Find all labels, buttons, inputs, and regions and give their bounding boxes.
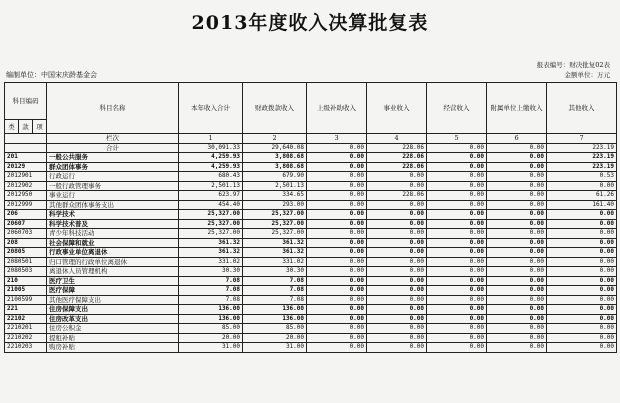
row-name: 住房保障支出	[47, 305, 179, 315]
row-value: 0.00	[367, 324, 427, 334]
row-value: 0.00	[367, 267, 427, 277]
row-value: 0.00	[547, 181, 617, 191]
row-value: 0.00	[307, 172, 367, 182]
row-value: 0.00	[547, 286, 617, 296]
row-value: 0.00	[427, 305, 487, 315]
row-name: 科学技术普及	[47, 219, 179, 229]
row-name: 群众团体事务	[47, 162, 179, 172]
row-value: 0.00	[487, 238, 547, 248]
row-value: 0.00	[427, 219, 487, 229]
col-num: 6	[487, 134, 547, 144]
total-cell: 0.00	[487, 143, 547, 153]
table-row	[5, 276, 617, 286]
row-value: 0.00	[547, 238, 617, 248]
row-value: 0.00	[427, 286, 487, 296]
row-value: 0.00	[367, 257, 427, 267]
row-value: 0.00	[487, 343, 547, 353]
total-cell: 29,640.08	[243, 143, 307, 153]
total-cell: 0.00	[307, 143, 367, 153]
row-name: 离退休人员管理机构	[47, 267, 179, 277]
row-value: 0.00	[307, 295, 367, 305]
row-value: 30.30	[179, 267, 243, 277]
row-value: 0.00	[547, 229, 617, 239]
row-value: 25,327.00	[179, 210, 243, 220]
row-name: 一般公共服务	[47, 153, 179, 163]
row-value: 223.19	[547, 162, 617, 172]
row-value: 0.00	[367, 238, 427, 248]
row-value: 0.00	[547, 276, 617, 286]
row-value: 0.00	[307, 219, 367, 229]
header-business: 事业收入	[367, 83, 427, 134]
row-value: 25,327.00	[179, 219, 243, 229]
table-row	[5, 181, 617, 191]
table-row	[5, 286, 617, 296]
row-value: 0.00	[427, 333, 487, 343]
row-code: 221	[5, 305, 47, 315]
row-value: 0.00	[487, 181, 547, 191]
row-value: 679.90	[243, 172, 307, 182]
row-value: 331.02	[179, 257, 243, 267]
row-value: 31.00	[179, 343, 243, 353]
row-value: 0.00	[427, 324, 487, 334]
table-row	[5, 153, 617, 163]
table-row	[5, 191, 617, 201]
row-value: 361.32	[179, 238, 243, 248]
row-value: 7.08	[179, 295, 243, 305]
total-label: 合计	[47, 143, 179, 153]
row-value: 0.00	[427, 210, 487, 220]
currency-unit: 金额单位：万元	[564, 71, 610, 79]
row-value: 0.00	[547, 219, 617, 229]
row-value: 0.00	[547, 324, 617, 334]
row-value: 0.00	[427, 229, 487, 239]
row-code: 210	[5, 276, 47, 286]
row-value: 334.65	[243, 191, 307, 201]
row-value: 0.00	[427, 200, 487, 210]
row-value: 31.00	[243, 343, 307, 353]
report-meta	[537, 60, 610, 80]
row-name: 其他医疗保障支出	[47, 295, 179, 305]
row-value: 0.00	[427, 162, 487, 172]
header-other: 其他收入	[547, 83, 617, 134]
row-value: 228.06	[367, 162, 427, 172]
table-row	[5, 172, 617, 182]
table-row	[5, 324, 617, 334]
row-value: 0.00	[547, 305, 617, 315]
row-value: 0.00	[307, 153, 367, 163]
row-value: 0.00	[307, 276, 367, 286]
row-value: 0.00	[547, 248, 617, 258]
row-value: 0.00	[547, 295, 617, 305]
total-cell: 223.19	[547, 143, 617, 153]
row-value: 0.00	[427, 248, 487, 258]
total-cell: 228.06	[367, 143, 427, 153]
table-row	[5, 314, 617, 324]
row-value: 0.00	[487, 248, 547, 258]
row-code: 201	[5, 153, 47, 163]
row-value: 0.00	[307, 305, 367, 315]
row-value: 680.43	[179, 172, 243, 182]
table-row	[5, 210, 617, 220]
row-value: 223.19	[547, 153, 617, 163]
row-value: 136.00	[243, 305, 307, 315]
row-value: 136.00	[243, 314, 307, 324]
row-value: 0.00	[307, 191, 367, 201]
row-value: 0.00	[307, 200, 367, 210]
col-num: 4	[367, 134, 427, 144]
row-value: 0.00	[367, 172, 427, 182]
row-value: 0.00	[307, 314, 367, 324]
row-value: 0.00	[367, 333, 427, 343]
row-value: 0.00	[487, 229, 547, 239]
row-value: 0.00	[487, 200, 547, 210]
row-value: 0.00	[487, 191, 547, 201]
row-value: 161.40	[547, 200, 617, 210]
row-code: 2012950	[5, 191, 47, 201]
row-value: 0.00	[367, 200, 427, 210]
row-value: 0.00	[427, 276, 487, 286]
row-code: 20805	[5, 248, 47, 258]
row-value: 20.00	[243, 333, 307, 343]
row-value: 0.00	[487, 172, 547, 182]
row-code: 21005	[5, 286, 47, 296]
row-code: 2012901	[5, 172, 47, 182]
row-name: 医疗保障	[47, 286, 179, 296]
header-superior: 上级补助收入	[307, 83, 367, 134]
row-value: 7.08	[243, 276, 307, 286]
row-value: 7.08	[179, 276, 243, 286]
table-row	[5, 305, 617, 315]
row-value: 2,501.13	[179, 181, 243, 191]
row-value: 0.00	[427, 343, 487, 353]
row-value: 0.00	[367, 286, 427, 296]
row-name: 青少年科技活动	[47, 229, 179, 239]
row-value: 0.00	[487, 314, 547, 324]
row-value: 361.32	[243, 248, 307, 258]
row-value: 0.00	[487, 305, 547, 315]
row-value: 0.00	[427, 267, 487, 277]
row-code: 206	[5, 210, 47, 220]
row-name: 归口管理的行政单位离退休	[47, 257, 179, 267]
revenue-table	[4, 82, 617, 353]
row-value: 85.00	[179, 324, 243, 334]
row-value: 0.00	[307, 343, 367, 353]
row-value: 0.00	[307, 257, 367, 267]
row-value: 0.00	[487, 295, 547, 305]
row-value: 0.00	[307, 286, 367, 296]
row-value: 0.00	[367, 343, 427, 353]
header-operating: 经营收入	[427, 83, 487, 134]
row-code: 208	[5, 238, 47, 248]
row-code: 2210202	[5, 333, 47, 343]
col-num: 7	[547, 134, 617, 144]
total-row	[5, 143, 617, 153]
table-row	[5, 295, 617, 305]
row-value: 136.00	[179, 305, 243, 315]
row-value: 7.08	[243, 286, 307, 296]
row-value: 20.00	[179, 333, 243, 343]
form-number: 报表编号：财决批复02表	[536, 61, 610, 69]
row-value: 0.00	[367, 219, 427, 229]
row-label: 栏次	[47, 134, 179, 144]
row-value: 7.08	[243, 295, 307, 305]
row-value: 361.32	[179, 248, 243, 258]
row-code: 2080503	[5, 267, 47, 277]
table-row	[5, 229, 617, 239]
row-value: 0.00	[307, 324, 367, 334]
row-value: 0.00	[487, 276, 547, 286]
row-value: 0.00	[547, 257, 617, 267]
row-value: 228.06	[367, 153, 427, 163]
row-code: 20129	[5, 162, 47, 172]
row-value: 0.00	[427, 153, 487, 163]
row-value: 0.00	[487, 162, 547, 172]
row-value: 0.00	[427, 191, 487, 201]
row-name: 科学技术	[47, 210, 179, 220]
row-name: 行政事业单位离退休	[47, 248, 179, 258]
row-code: 2210203	[5, 343, 47, 353]
row-code: 22102	[5, 314, 47, 324]
header-name: 科目名称	[47, 83, 179, 134]
row-code: 2210201	[5, 324, 47, 334]
col-num: 2	[243, 134, 307, 144]
row-value: 0.00	[427, 257, 487, 267]
total-cell: 0.00	[427, 143, 487, 153]
row-value: 0.00	[307, 181, 367, 191]
row-value: 228.06	[367, 191, 427, 201]
row-code: 20607	[5, 219, 47, 229]
row-value: 0.00	[367, 305, 427, 315]
row-value: 0.00	[427, 295, 487, 305]
row-code: 2012999	[5, 200, 47, 210]
table-row	[5, 267, 617, 277]
header-total: 本年收入合计	[179, 83, 243, 134]
col-num: 5	[427, 134, 487, 144]
row-name: 购房补贴	[47, 343, 179, 353]
row-value: 0.00	[427, 181, 487, 191]
row-value: 25,327.00	[243, 219, 307, 229]
row-value: 0.00	[307, 333, 367, 343]
row-value: 4,259.93	[179, 162, 243, 172]
header-kuan: 款	[19, 120, 33, 134]
table-row	[5, 257, 617, 267]
row-code: 2060703	[5, 229, 47, 239]
col-num: 1	[179, 134, 243, 144]
header-xiang: 项	[33, 120, 47, 134]
column-number-row	[5, 134, 617, 144]
row-name: 一般行政管理事务	[47, 181, 179, 191]
row-value: 454.40	[179, 200, 243, 210]
row-value: 4,259.93	[179, 153, 243, 163]
row-value: 0.00	[307, 162, 367, 172]
row-value: 331.02	[243, 257, 307, 267]
unit-label: 编制单位：中国宋庆龄基金会	[6, 71, 97, 79]
row-value: 0.00	[487, 210, 547, 220]
row-value: 0.00	[487, 153, 547, 163]
row-value: 361.32	[243, 238, 307, 248]
row-value: 3,808.68	[243, 153, 307, 163]
row-value: 0.00	[427, 314, 487, 324]
row-value: 0.53	[547, 172, 617, 182]
row-value: 0.00	[547, 267, 617, 277]
row-value: 0.00	[487, 219, 547, 229]
row-value: 0.00	[487, 267, 547, 277]
row-name: 住房公积金	[47, 324, 179, 334]
row-value: 25,327.00	[243, 210, 307, 220]
row-value: 30.30	[243, 267, 307, 277]
row-value: 0.00	[367, 229, 427, 239]
row-value: 61.26	[547, 191, 617, 201]
table-row	[5, 333, 617, 343]
row-value: 0.00	[487, 324, 547, 334]
row-value: 0.00	[547, 343, 617, 353]
row-value: 0.00	[487, 257, 547, 267]
row-value: 25,327.00	[179, 229, 243, 239]
row-name: 事业运行	[47, 191, 179, 201]
table-row	[5, 343, 617, 353]
header-affiliated: 附属单位上缴收入	[487, 83, 547, 134]
row-value: 0.00	[307, 229, 367, 239]
row-value: 0.00	[307, 248, 367, 258]
row-value: 2,501.13	[243, 181, 307, 191]
row-value: 0.00	[487, 286, 547, 296]
header-code: 科目编码	[5, 83, 47, 120]
table-row	[5, 219, 617, 229]
row-name: 提租补贴	[47, 333, 179, 343]
row-value: 0.00	[547, 314, 617, 324]
row-value: 0.00	[367, 210, 427, 220]
header-lei: 类	[5, 120, 19, 134]
table-row	[5, 248, 617, 258]
page-title: 2013年度收入决算批复表	[191, 12, 429, 34]
row-value: 0.00	[307, 210, 367, 220]
row-value: 0.00	[307, 267, 367, 277]
col-num: 3	[307, 134, 367, 144]
row-value: 623.97	[179, 191, 243, 201]
row-value: 7.08	[179, 286, 243, 296]
row-value: 25,327.00	[243, 229, 307, 239]
row-code: 2012902	[5, 181, 47, 191]
header-fiscal: 财政拨款收入	[243, 83, 307, 134]
row-value: 0.00	[547, 333, 617, 343]
row-name: 其他群众团体事务支出	[47, 200, 179, 210]
row-value: 0.00	[427, 172, 487, 182]
row-name: 住房改革支出	[47, 314, 179, 324]
total-cell: 30,091.33	[179, 143, 243, 153]
row-value: 0.00	[367, 295, 427, 305]
row-value: 293.00	[243, 200, 307, 210]
row-name: 行政运行	[47, 172, 179, 182]
row-value: 0.00	[307, 238, 367, 248]
row-value: 0.00	[367, 314, 427, 324]
row-value: 136.00	[179, 314, 243, 324]
row-value: 0.00	[367, 181, 427, 191]
table-row	[5, 200, 617, 210]
row-name: 医疗卫生	[47, 276, 179, 286]
table-row	[5, 162, 617, 172]
row-value: 0.00	[547, 210, 617, 220]
row-value: 3,808.68	[243, 162, 307, 172]
table-row	[5, 238, 617, 248]
row-value: 85.00	[243, 324, 307, 334]
row-code: 2080501	[5, 257, 47, 267]
row-value: 0.00	[367, 248, 427, 258]
row-value: 0.00	[427, 238, 487, 248]
row-code: 2100599	[5, 295, 47, 305]
row-value: 0.00	[367, 276, 427, 286]
header-row	[5, 83, 617, 120]
row-name: 社会保障和就业	[47, 238, 179, 248]
row-value: 0.00	[487, 333, 547, 343]
